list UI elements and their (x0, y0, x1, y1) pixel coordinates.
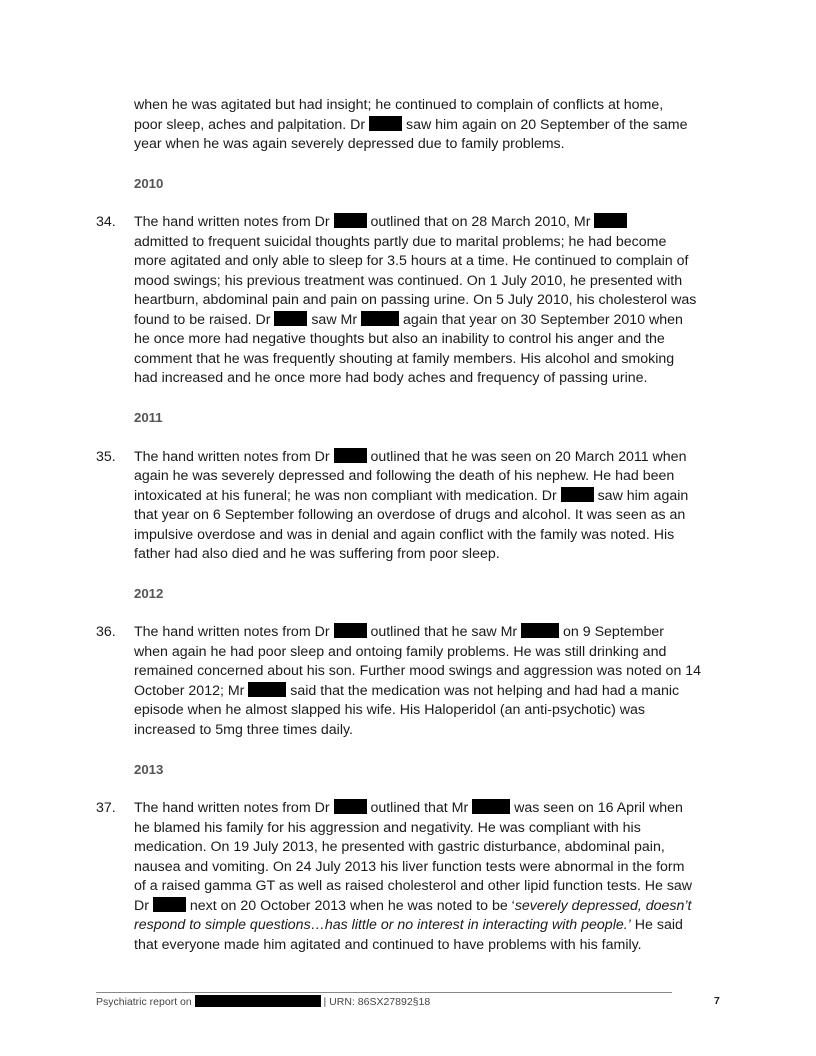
paragraph-number-35: 35. (96, 449, 116, 465)
p36-line-2: when again he had poor sleep and ontoing family problems. He was still drinking and (134, 644, 667, 660)
p34-line-9: had increased and he once more had body aches and frequency of passing urine. (134, 370, 648, 386)
p34-line-3: more agitated and only able to sleep for 3.5 hours at a time. He continued to complain of (134, 253, 689, 269)
intro-line-1: when he was agitated but had insight; he continued to complain of conflicts at home, (134, 97, 664, 113)
p37-line-4: nausea and vomiting. On 24 July 2013 his liver function tests were abnormal in the form (134, 859, 685, 875)
redaction-block (334, 623, 367, 638)
p37-line-8: that everyone made him agitated and continued to have problems with his family. (134, 937, 642, 953)
redaction-block (334, 799, 367, 814)
p34-line-6: found to be raised. Dr saw Mr again that year on 30 September 2010 when (134, 312, 683, 328)
p36-line-6: increased to 5mg three times daily. (134, 722, 353, 738)
p36-line-1: The hand written notes from Dr outlined that he saw Mr on 9 September (134, 624, 664, 640)
p36-line-4: October 2012; Mr said that the medication was not helping and had had a manic (134, 683, 680, 699)
p34-line-8: comment that he was frequently shouting at family members. His alcohol and smoking (134, 351, 675, 367)
p37-line-6: Dr next on 20 October 2013 when he was noted to be ‘severely depressed, doesn’t (134, 898, 692, 914)
year-heading-2010: 2010 (134, 176, 164, 191)
p34-line-2: admitted to frequent suicidal thoughts partly due to marital problems; he had become (134, 234, 667, 250)
redaction-block (248, 682, 286, 697)
p36-line-5: episode when he almost slapped his wife. His Haloperidol (an anti-psychotic) was (134, 702, 646, 718)
p36-line-3: remained concerned about his son. Further mood swings and aggression was noted on 14 (134, 663, 702, 679)
year-heading-2013: 2013 (134, 762, 164, 777)
intro-line-2: poor sleep, aches and palpitation. Dr saw him again on 20 September of the same (134, 117, 688, 133)
redaction-block (334, 213, 367, 228)
p35-line-1: The hand written notes from Dr outlined that he was seen on 20 March 2011 when (134, 449, 687, 465)
p37-line-7: respond to simple questions…has little or no interest in interacting with people.’ He said (134, 917, 683, 933)
page-number: 7 (714, 995, 720, 1007)
p34-line-7: he once more had negative thoughts but also an inability to control his anger and the (134, 331, 665, 347)
p37-line-5: of a raised gamma GT as well as raised cholesterol and other lipid function tests. He saw (134, 878, 693, 894)
redaction-block (334, 448, 367, 463)
redaction-block (153, 897, 186, 912)
redaction-block (521, 623, 559, 638)
paragraph-number-36: 36. (96, 624, 116, 640)
p34-line-1: The hand written notes from Dr outlined that on 28 March 2010, Mr (134, 213, 627, 233)
intro-line-3: year when he was again severely depressed due to family problems. (134, 136, 565, 152)
p35-line-4: that year on 6 September following an overdose of drugs and alcohol. It was seen as an (134, 507, 686, 523)
p35-line-3: intoxicated at his funeral; he was non compliant with medication. Dr saw him again (134, 488, 689, 504)
redaction-block (472, 799, 510, 814)
redaction-block (369, 116, 402, 131)
p35-line-5: impulsive overdose and was in denial and again conflict with the family was noted. His (134, 527, 675, 543)
footer-divider (96, 992, 672, 993)
redaction-block (561, 487, 594, 502)
year-heading-2012: 2012 (134, 586, 164, 601)
p37-line-3: medication. On 19 July 2013, he presented with gastric disturbance, abdominal pain, (134, 839, 665, 855)
quote-italic: respond to simple questions…has little or no interest in interacting with people.’ (134, 917, 631, 933)
paragraph-number-34: 34. (96, 214, 116, 230)
p34-line-5: heartburn, abdominal pain and pain on passing urine. On 5 July 2010, his cholesterol was (134, 292, 697, 308)
p35-line-2: again he was severely depressed and following the death of his nephew. He had been (134, 468, 675, 484)
paragraph-number-37: 37. (96, 800, 116, 816)
year-heading-2011: 2011 (134, 410, 163, 425)
p37-line-1: The hand written notes from Dr outlined that Mr was seen on 16 April when (134, 800, 683, 816)
redaction-block (195, 995, 321, 1007)
redaction-block (594, 213, 627, 228)
p37-line-2: he blamed his family for his aggression and negativity. He was compliant with his (134, 820, 641, 836)
quote-italic: severely depressed, doesn’t (514, 898, 692, 914)
footer-text: Psychiatric report on | URN: 86SX27892§18 (96, 996, 431, 1008)
redaction-block (274, 311, 307, 326)
redaction-block (361, 311, 399, 326)
p34-line-4: mood swings; his previous treatment was continued. On 1 July 2010, he presented with (134, 273, 683, 289)
p35-line-6: father had also died and he was suffering from poor sleep. (134, 546, 500, 562)
